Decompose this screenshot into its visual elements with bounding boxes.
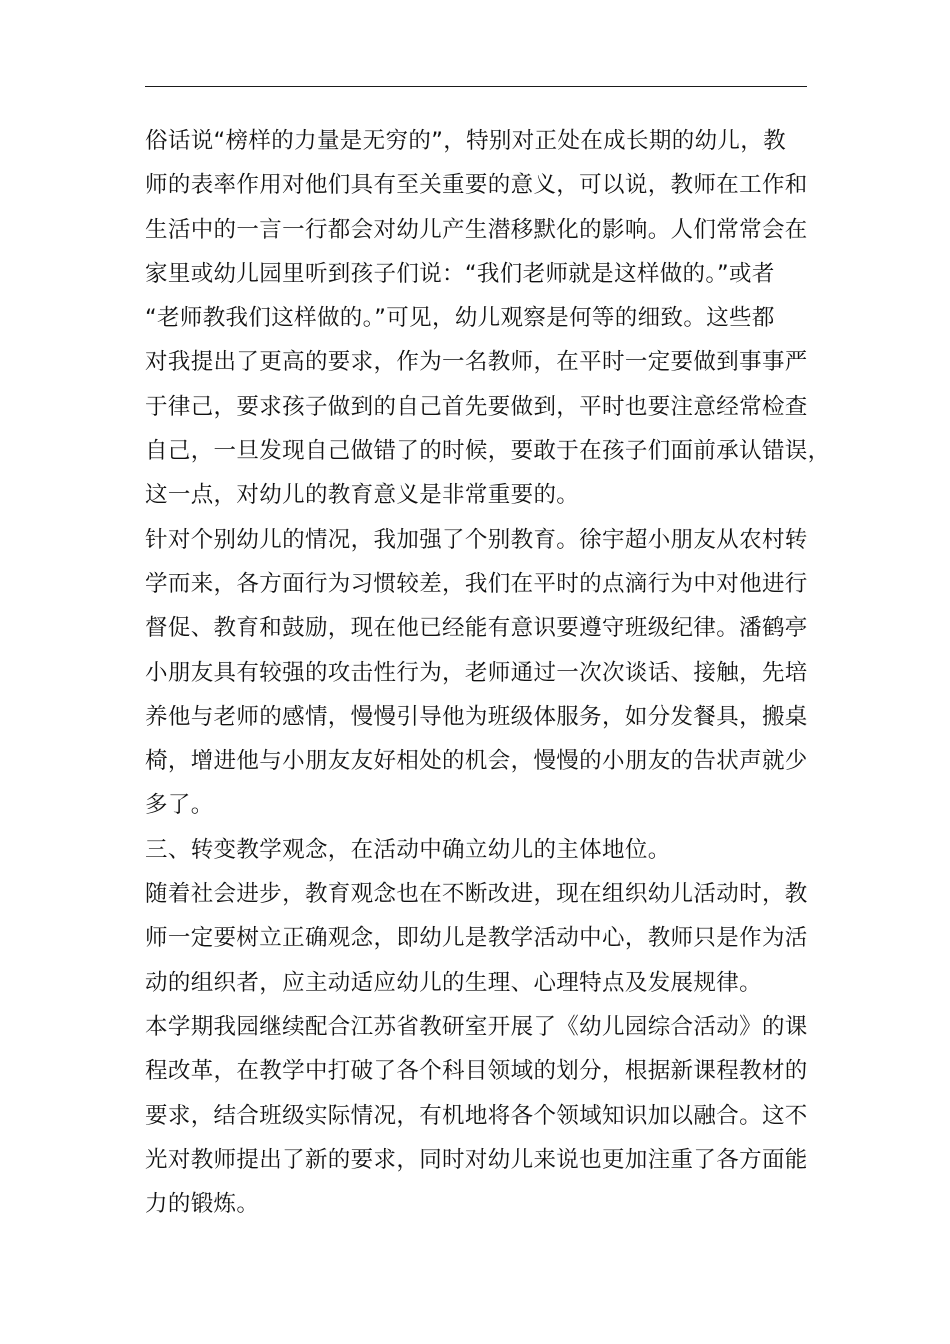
paragraph-teaching-concept xyxy=(145,872,813,1005)
text-line: 养他与老师的感情，慢慢引导他为班级体服务，如分发餐具，搬桌 xyxy=(145,703,808,730)
text-line: 多了。 xyxy=(145,792,214,819)
text-line: 俗话说“榜样的力量是无穷的”，特别对正处在成长期的幼儿，教 xyxy=(145,128,786,154)
text-line: 自己，一旦发现自己做错了的时候，要敢于在孩子们面前承认错误， xyxy=(145,438,831,465)
text-line: 对我提出了更高的要求，作为一名教师，在平时一定要做到事事严 xyxy=(145,349,808,376)
text-line: 动的组织者，应主动适应幼儿的生理、心理特点及发展规律。 xyxy=(145,969,762,996)
text-line: 随着社会进步，教育观念也在不断改进，现在组织幼儿活动时，教 xyxy=(145,881,808,908)
text-line: 椅，增进他与小朋友友好相处的机会，慢慢的小朋友的告状声就少 xyxy=(145,748,808,775)
heading-line: 三、转变教学观念，在活动中确立幼儿的主体地位。 xyxy=(145,836,671,863)
section-heading xyxy=(145,828,813,872)
text-line: 力的锻炼。 xyxy=(145,1191,260,1218)
header-rule xyxy=(145,86,807,87)
document-body xyxy=(145,119,831,1226)
text-line: 要求，结合班级实际情况，有机地将各个领域知识加以融合。这不 xyxy=(145,1102,808,1129)
text-line: 家里或幼儿园里听到孩子们说：“我们老师就是这样做的。”或者 xyxy=(145,260,775,287)
text-line: 光对教师提出了新的要求，同时对幼儿来说也更加注重了各方面能 xyxy=(145,1146,808,1173)
text-line: 师的表率作用对他们具有至关重要的意义，可以说，教师在工作和 xyxy=(145,172,808,199)
text-line: 这一点，对幼儿的教育意义是非常重要的。 xyxy=(145,482,580,509)
text-line: 生活中的一言一行都会对幼儿产生潜移默化的影响。人们常常会在 xyxy=(145,216,808,243)
text-line: “老师教我们这样做的。”可见，幼儿观察是何等的细致。这些都 xyxy=(145,305,775,332)
text-line: 学而来，各方面行为习惯较差，我们在平时的点滴行为中对他进行 xyxy=(145,570,808,597)
text-line: 小朋友具有较强的攻击性行为，老师通过一次次谈话、接触，先培 xyxy=(145,659,808,686)
text-line: 针对个别幼儿的情况，我加强了个别教育。徐宇超小朋友从农村转 xyxy=(145,526,808,553)
text-line: 本学期我园继续配合江苏省教研室开展了《幼儿园综合活动》的课 xyxy=(145,1013,808,1040)
text-line: 督促、教育和鼓励，现在他已经能有意识要遵守班级纪律。潘鹤亭 xyxy=(145,615,808,642)
paragraph-curriculum-reform xyxy=(145,1005,813,1226)
text-line: 师一定要树立正确观念，即幼儿是教学活动中心，教师只是作为活 xyxy=(145,925,808,952)
text-line: 于律己，要求孩子做到的自己首先要做到，平时也要注意经常检查 xyxy=(145,393,808,420)
text-line: 程改革，在教学中打破了各个科目领域的划分，根据新课程教材的 xyxy=(145,1058,808,1085)
paragraph-role-model xyxy=(145,119,831,518)
paragraph-individual-education xyxy=(145,518,813,828)
